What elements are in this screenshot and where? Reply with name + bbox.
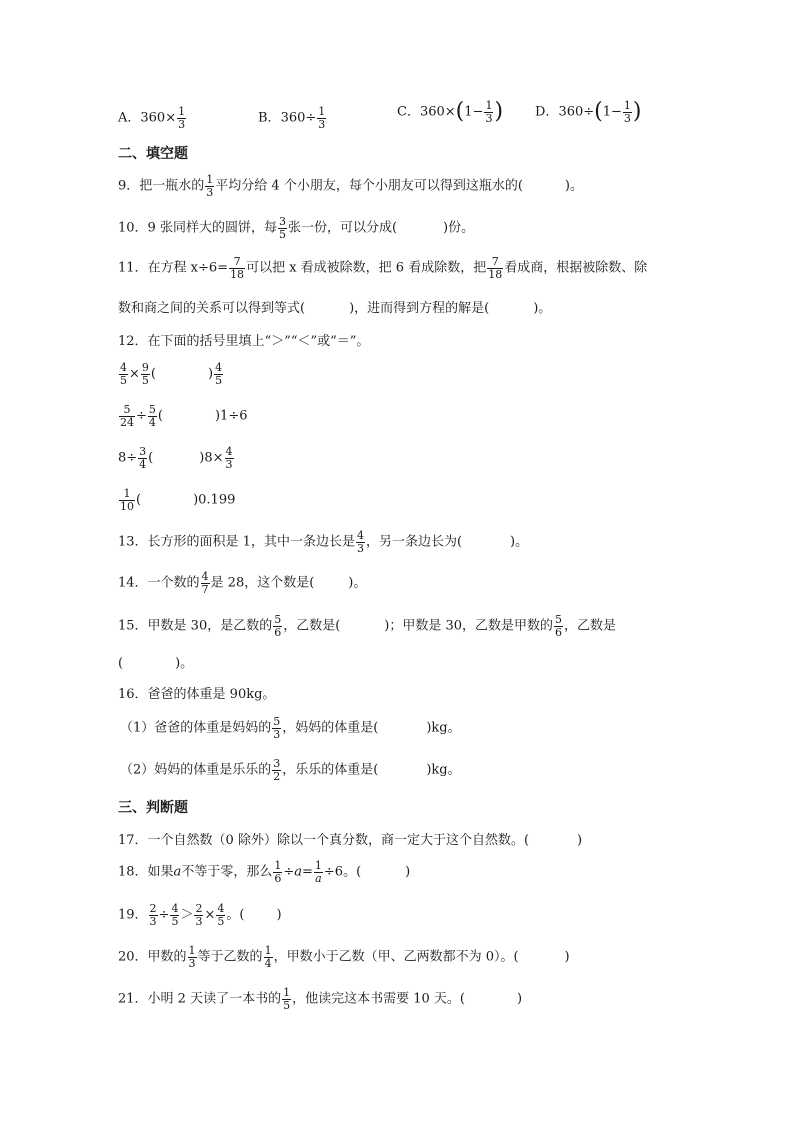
question-9: 9．把一瓶水的 $\frac{1}{3}$ 平均分给 4 个小朋友，每个小朋友可以得到这瓶水的( )。 [118,173,583,199]
option-a-expr: 360× [140,110,177,126]
question-21: 21．小明 2 天读了一本书的 $\frac{1}{5}$ ，他读完这本书需要 10 天。( ) [118,986,523,1012]
fraction: $\frac{5}{6}$ [555,613,563,639]
question-15-line2: ( )。 [118,656,194,671]
fraction: $\frac{1}{3}$ [318,105,326,131]
question-14: 14．一个数的 $\frac{4}{7}$ 是 28，这个数是( )。 [118,570,367,596]
section-title-judge: 三、判断题 [118,800,188,816]
option-b-label: B． [258,110,281,126]
fraction: $\frac{3}{2}$ [273,757,281,783]
fraction: $\frac{1}{3}$ [485,99,493,125]
fraction: $\frac{7}{18}$ [488,255,503,281]
fraction: $\frac{4}{5}$ [120,361,127,387]
fraction: $\frac{4}{5}$ [215,361,223,387]
fraction: $\frac{9}{5}$ [141,361,149,387]
question-11-line2: 数和商之间的关系可以得到等式( )，进而得到方程的解是( )。 [118,301,552,316]
question-15: 15．甲数是 30，是乙数的 $\frac{5}{6}$ ，乙数是( )；甲数是 30，乙数是甲数的 $\frac{5}{6}$ ，乙数是 [118,613,617,639]
question-12: 12．在下面的括号里填上“＞”“＜”或“＝”。 [118,334,370,349]
fraction: $\frac{4}{7}$ [201,570,209,596]
question-13: 13．长方形的面积是 1，其中一条边长是 $\frac{4}{3}$ ，另一条边长为( )。 [118,529,529,555]
option-c: C．360×(1− $\frac{1}{3}$ ) [397,99,504,125]
question-16-part2: （2）妈妈的体重是乐乐的 $\frac{3}{2}$ ，乐乐的体重是( )kg。 [120,757,461,783]
question-12-row2: $\frac{5}{24}$ ÷ $\frac{5}{4}$ ( )1÷6 [120,403,248,429]
option-d-label: D． [535,104,559,120]
question-12-row4: $\frac{1}{10}$ ( )0.199 [120,487,236,513]
option-a [118,106,187,130]
fraction: $\frac{1}{10}$ [120,487,134,513]
fraction: $\frac{4}{3}$ [356,529,364,555]
fraction: $\frac{3}{5}$ [278,215,286,241]
fraction: $\frac{4}{3}$ [225,445,233,471]
fraction: $\frac{5}{4}$ [148,403,156,429]
question-16-part1: （1）爸爸的体重是妈妈的 $\frac{5}{3}$ ，妈妈的体重是( )kg。 [120,715,461,741]
fraction: $\frac{5}{6}$ [274,613,282,639]
question-17: 17．一个自然数（0 除外）除以一个真分数，商一定大于这个自然数。( ) [118,833,583,848]
fraction: $\frac{1}{a}$ [314,859,322,885]
option-a-label: A． [118,110,141,126]
fraction: $\frac{1}{5}$ [283,986,291,1012]
question-12-row1: $\frac{4}{5}$ × $\frac{9}{5}$ ( ) $\frac{4}{5}$ [120,361,223,387]
fraction: $\frac{1}{3}$ [623,99,631,125]
option-c-label: C． [397,104,420,120]
question-18: 18．如果a不等于零，那么 $\frac{1}{6}$ ÷a= $\frac{1}{a}$ ÷6。( ) [118,859,411,885]
fraction: $\frac{1}{3}$ [178,105,186,131]
question-11: 11．在方程 x÷6= $\frac{7}{18}$ 可以把 x 看成被除数，把 6 看成除数，把 $\frac{7}{18}$ 看成商，根据被除数、除 [118,255,648,281]
fraction: $\frac{1}{3}$ [206,173,214,199]
fraction: $\frac{5}{3}$ [273,715,281,741]
section-title-fill: 二、填空题 [118,146,188,162]
option-d-expr: 360÷ [558,104,595,120]
question-20: 20．甲数的 $\frac{1}{3}$ 等于乙数的 $\frac{1}{4}$ ，甲数小于乙数（甲、乙两数都不为 0）。( ) [118,944,570,970]
fraction: $\frac{5}{24}$ [120,403,134,429]
fraction: $\frac{7}{18}$ [230,255,245,281]
fraction: $\frac{1}{3}$ [188,944,196,970]
question-19: 19． $\frac{2}{3}$ ÷ $\frac{4}{5}$ ＞ $\frac{2}{3}$ × $\frac{4}{5}$ 。( ) [118,902,282,928]
fraction: $\frac{1}{6}$ [274,859,282,885]
fraction: $\frac{2}{3}$ [149,902,157,928]
question-16: 16．爸爸的体重是 90kg。 [118,687,276,702]
question-10: 10．9 张同样大的圆饼，每 $\frac{3}{5}$ 张一份，可以分成( )份。 [118,215,475,241]
fraction: $\frac{3}{4}$ [139,445,147,471]
option-d: D．360÷(1− $\frac{1}{3}$ ) [535,99,642,125]
fraction: $\frac{1}{4}$ [264,944,272,970]
fraction: $\frac{4}{5}$ [171,902,179,928]
option-b [258,106,327,130]
fraction: $\frac{2}{3}$ [195,902,203,928]
option-b-expr: 360÷ [280,110,317,126]
fraction: $\frac{4}{5}$ [217,902,225,928]
option-c-expr: 360× [419,104,456,120]
question-12-row3: 8÷ $\frac{3}{4}$ ( )8× $\frac{4}{3}$ [118,445,233,471]
